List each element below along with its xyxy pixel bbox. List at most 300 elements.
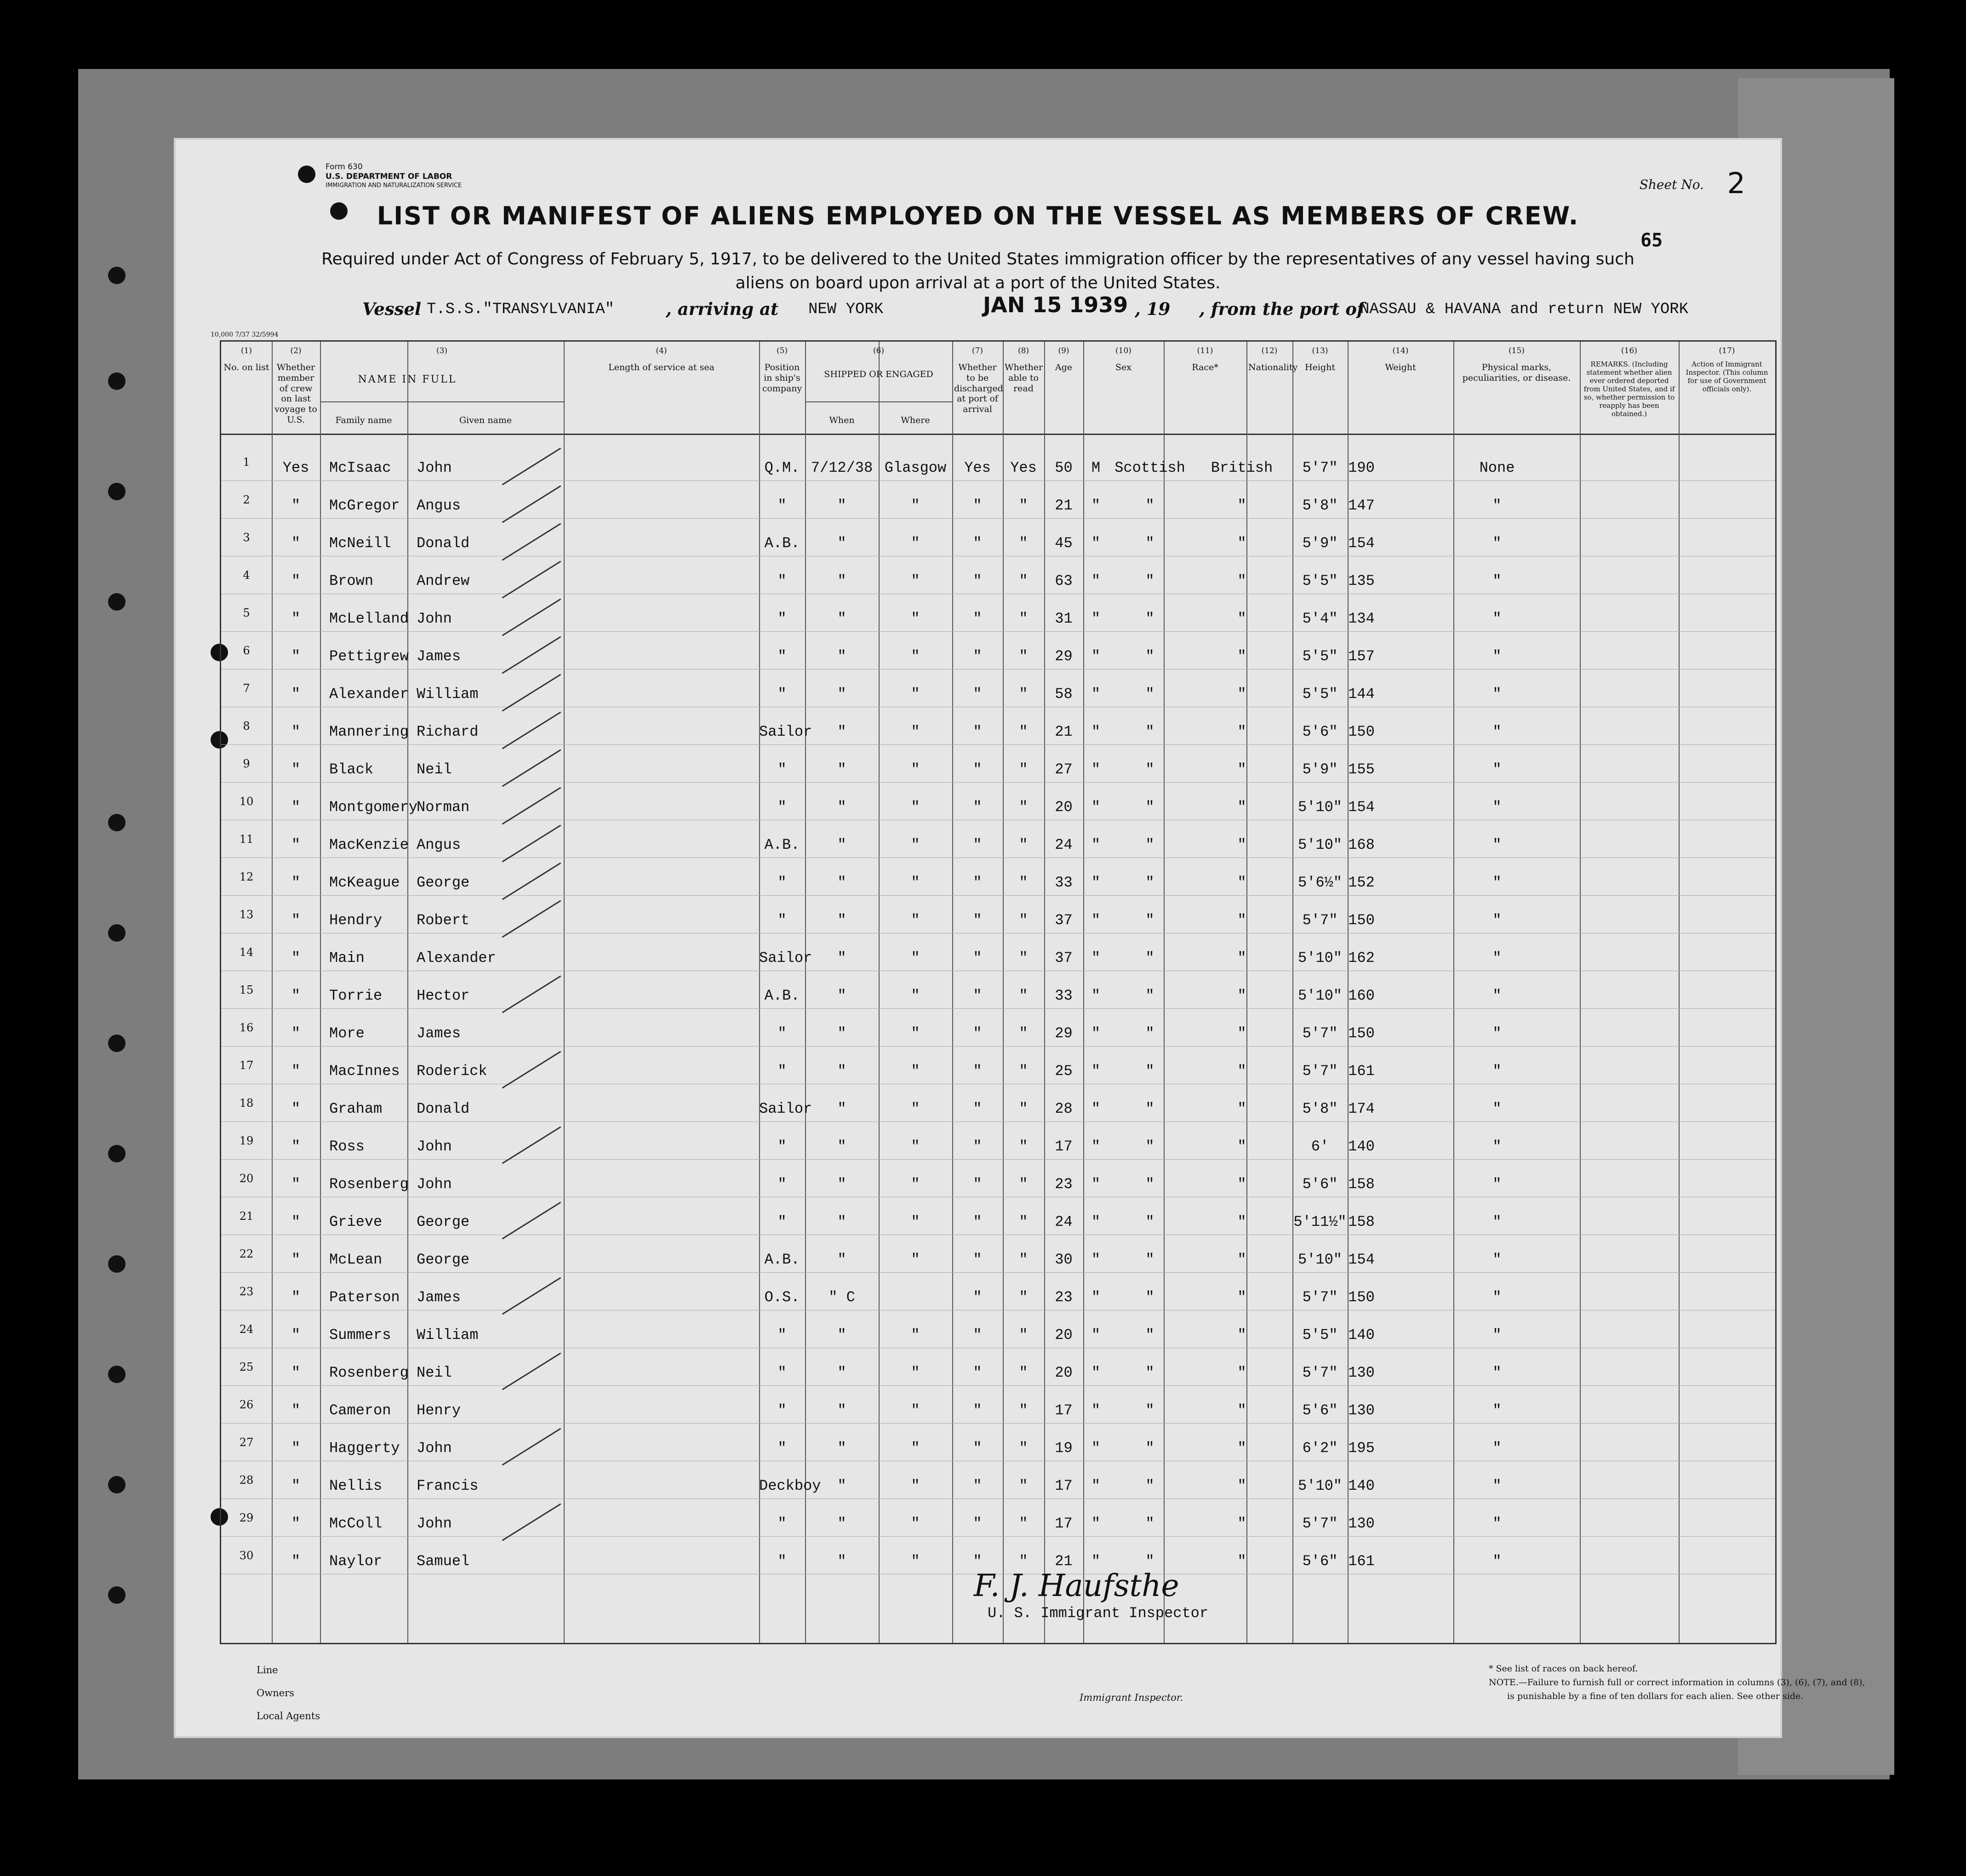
pencil-tick-mark	[502, 900, 561, 938]
cell-race: "	[1145, 1515, 1154, 1532]
cell-given: John	[417, 1138, 452, 1155]
cell-nat: "	[1237, 874, 1246, 891]
cell-weight: 150	[1348, 723, 1375, 740]
cell-weight: 168	[1348, 836, 1375, 853]
cell-crew: "	[291, 723, 301, 740]
from-label: , from the port of	[1199, 299, 1364, 319]
row-rule	[221, 631, 1775, 632]
cell-nat: "	[1237, 1251, 1246, 1268]
cell-crew: "	[291, 648, 301, 665]
cell-family: Hendry	[329, 912, 383, 929]
cell-weight: 130	[1348, 1515, 1375, 1532]
punch-hole	[298, 166, 315, 183]
cell-pos: "	[777, 1515, 787, 1532]
cell-crew: "	[291, 949, 301, 967]
cell-where: "	[911, 497, 920, 514]
row-number: 23	[239, 1285, 254, 1298]
cell-nat: "	[1237, 1402, 1246, 1419]
cell-sex: "	[1091, 497, 1101, 514]
cell-where: Glasgow	[884, 459, 947, 476]
cell-marks: "	[1492, 1364, 1502, 1381]
cell-when: "	[837, 610, 846, 627]
cell-where: "	[911, 1063, 920, 1080]
cell-height: 6'	[1311, 1138, 1329, 1155]
cell-crew: "	[291, 1213, 301, 1230]
cell-height: 5'5"	[1302, 648, 1338, 665]
form-identifier: Form 630 U.S. DEPARTMENT OF LABOR IMMIGRATION AND NATURALIZATION SERVICE	[326, 162, 462, 189]
cell-when: "	[837, 874, 846, 891]
row-rule	[221, 1046, 1775, 1047]
cell-weight: 161	[1348, 1063, 1375, 1080]
cell-given: Francis	[417, 1477, 479, 1494]
cell-read: "	[1019, 1440, 1028, 1457]
cell-family: Main	[329, 949, 365, 967]
cell-when: "	[837, 1515, 846, 1532]
column-header: Whether to be discharged at port of arrival	[954, 362, 1003, 415]
cell-family: McLean	[329, 1251, 383, 1268]
cell-read: "	[1019, 874, 1028, 891]
cell-marks: "	[1492, 1138, 1502, 1155]
cell-height: 5'7"	[1302, 1289, 1338, 1306]
cell-weight: 134	[1348, 610, 1375, 627]
cell-height: 5'10"	[1297, 836, 1342, 853]
cell-crew: "	[291, 535, 301, 552]
cell-where: "	[911, 1251, 920, 1268]
cell-crew: "	[291, 1364, 301, 1381]
column-header: Length of service at sea	[608, 362, 714, 372]
cell-disch: "	[973, 1063, 982, 1080]
footer-line: Line	[257, 1664, 278, 1676]
cell-when: "	[837, 987, 846, 1004]
cell-race: "	[1145, 1477, 1154, 1494]
cell-given: Andrew	[417, 572, 470, 589]
cell-given: Samuel	[417, 1553, 470, 1570]
cell-family: Cameron	[329, 1402, 391, 1419]
cell-nat: "	[1237, 1138, 1246, 1155]
cell-disch: "	[973, 1213, 982, 1230]
cell-where: "	[911, 1327, 920, 1344]
cell-read: "	[1019, 1063, 1028, 1080]
cell-marks: "	[1492, 1100, 1502, 1117]
cell-nat: "	[1237, 686, 1246, 703]
cell-read: Yes	[1010, 459, 1037, 476]
cell-marks: "	[1492, 799, 1502, 816]
row-number: 26	[239, 1398, 254, 1411]
cell-where: "	[911, 912, 920, 929]
cell-crew: Yes	[282, 459, 309, 476]
cell-read: "	[1019, 1213, 1028, 1230]
cell-crew: "	[291, 1553, 301, 1570]
cell-disch: "	[973, 874, 982, 891]
row-rule	[221, 744, 1775, 745]
cell-height: 6'2"	[1302, 1440, 1338, 1457]
cell-weight: 150	[1348, 912, 1375, 929]
row-number: 20	[239, 1172, 254, 1185]
row-number: 29	[239, 1511, 254, 1524]
cell-race: "	[1145, 836, 1154, 853]
cell-nat: "	[1237, 1063, 1246, 1080]
cell-age: 28	[1055, 1100, 1073, 1117]
cell-sex: "	[1091, 836, 1101, 853]
cell-nat: British	[1211, 459, 1273, 476]
column-header: Height	[1305, 362, 1335, 372]
cell-height: 5'8"	[1302, 497, 1338, 514]
cell-disch: "	[973, 535, 982, 552]
cell-when: "	[837, 648, 846, 665]
cell-age: 63	[1055, 572, 1073, 589]
cell-weight: 154	[1348, 1251, 1375, 1268]
cell-where: "	[911, 1364, 920, 1381]
cell-when: "	[837, 1251, 846, 1268]
cell-given: Alexander	[417, 949, 496, 967]
row-number: 15	[239, 984, 254, 996]
cell-race: "	[1145, 949, 1154, 967]
cell-crew: "	[291, 1289, 301, 1306]
cell-family: Torrie	[329, 987, 383, 1004]
punch-hole	[108, 483, 126, 500]
column-header: Whether member of crew on last voyage to U.S.	[274, 362, 317, 425]
cell-height: 5'6"	[1302, 1176, 1338, 1193]
cell-pos: A.B.	[764, 535, 800, 552]
pencil-tick-mark	[502, 862, 561, 900]
cell-nat: "	[1237, 1477, 1246, 1494]
row-number: 7	[243, 682, 250, 695]
cell-family: Haggerty	[329, 1440, 400, 1457]
cell-given: Donald	[417, 535, 470, 552]
cell-read: "	[1019, 572, 1028, 589]
cell-marks: "	[1492, 874, 1502, 891]
cell-crew: "	[291, 1025, 301, 1042]
cell-family: Graham	[329, 1100, 383, 1117]
cell-read: "	[1019, 1402, 1028, 1419]
cell-crew: "	[291, 497, 301, 514]
footer-note-penalty: NOTE.—Failure to furnish full or correct information in columns (3), (6), (7), and (8),	[1489, 1677, 1865, 1687]
cell-family: Paterson	[329, 1289, 400, 1306]
row-rule	[221, 1159, 1775, 1160]
cell-race: "	[1145, 1063, 1154, 1080]
cell-crew: "	[291, 1327, 301, 1344]
cell-given: John	[417, 459, 452, 476]
cell-disch: "	[973, 648, 982, 665]
cell-where: "	[911, 1440, 920, 1457]
column-header: Sex	[1115, 362, 1132, 372]
cell-race: "	[1145, 648, 1154, 665]
cell-when: "	[837, 1100, 846, 1117]
manifest-sheet	[174, 138, 1865, 1738]
cell-when: "	[837, 686, 846, 703]
row-rule	[221, 1536, 1775, 1537]
cell-sex: "	[1091, 1100, 1101, 1117]
cell-age: 58	[1055, 686, 1073, 703]
inspector-title: U. S. Immigrant Inspector	[988, 1605, 1209, 1622]
column-header: No. on list	[223, 362, 269, 372]
cell-read: "	[1019, 1100, 1028, 1117]
cell-crew: "	[291, 1251, 301, 1268]
arriving-label: , arriving at	[666, 299, 779, 319]
cell-read: "	[1019, 1289, 1028, 1306]
cell-given: Robert	[417, 912, 470, 929]
cell-race: "	[1145, 1138, 1154, 1155]
row-number: 25	[239, 1361, 254, 1373]
cell-weight: 174	[1348, 1100, 1375, 1117]
cell-nat: "	[1237, 987, 1246, 1004]
vessel-name: T.S.S."TRANSYLVANIA"	[427, 301, 615, 318]
cell-when: "	[837, 572, 846, 589]
cell-crew: "	[291, 1515, 301, 1532]
column-number: (8)	[1017, 346, 1029, 355]
row-number: 2	[243, 493, 250, 506]
year-label: , 19	[1135, 299, 1171, 319]
row-rule	[221, 1423, 1775, 1424]
cell-family: Alexander	[329, 686, 409, 703]
cell-marks: None	[1479, 459, 1515, 476]
cell-race: "	[1145, 1176, 1154, 1193]
row-rule	[221, 1008, 1775, 1009]
cell-when: "	[837, 1063, 846, 1080]
cell-race: "	[1145, 1553, 1154, 1570]
cell-disch: "	[973, 912, 982, 929]
row-number: 10	[239, 795, 254, 808]
cell-pos: "	[777, 761, 787, 778]
cell-race: "	[1145, 572, 1154, 589]
cell-read: "	[1019, 836, 1028, 853]
cell-crew: "	[291, 1440, 301, 1457]
cell-age: 33	[1055, 874, 1073, 891]
cell-marks: "	[1492, 761, 1502, 778]
cell-age: 25	[1055, 1063, 1073, 1080]
cell-disch: "	[973, 1440, 982, 1457]
cell-weight: 161	[1348, 1553, 1375, 1570]
cell-given: Henry	[417, 1402, 461, 1419]
column-header: Physical marks, peculiarities, or disease.	[1462, 362, 1571, 383]
cell-race: "	[1145, 1251, 1154, 1268]
cell-family: McLelland	[329, 610, 409, 627]
cell-disch: Yes	[964, 459, 991, 476]
cell-when: "	[837, 1402, 846, 1419]
cell-where: "	[911, 949, 920, 967]
cell-sex: "	[1091, 1025, 1101, 1042]
inspector-signature: F. J. Haufsthe	[974, 1568, 1179, 1603]
cell-height: 5'5"	[1302, 686, 1338, 703]
cell-when: "	[837, 1364, 846, 1381]
column-number: (10)	[1115, 346, 1132, 355]
footer-note-penalty-2: is punishable by a fine of ten dollars for each alien. See other side.	[1507, 1691, 1804, 1701]
cell-when: "	[837, 497, 846, 514]
cell-sex: "	[1091, 572, 1101, 589]
cell-read: "	[1019, 723, 1028, 740]
cell-nat: "	[1237, 610, 1246, 627]
cell-marks: "	[1492, 497, 1502, 514]
column-number: (2)	[290, 346, 302, 355]
cell-nat: "	[1237, 1553, 1246, 1570]
row-rule	[221, 782, 1775, 783]
cell-weight: 154	[1348, 535, 1375, 552]
column-number: (4)	[656, 346, 667, 355]
punch-hole	[108, 267, 126, 284]
cell-weight: 190	[1348, 459, 1375, 476]
cell-given: Hector	[417, 987, 470, 1004]
cell-pos: "	[777, 1176, 787, 1193]
row-number: 24	[239, 1323, 254, 1336]
cell-pos: A.B.	[764, 836, 800, 853]
row-number: 16	[239, 1021, 254, 1034]
cell-sex: "	[1091, 912, 1101, 929]
shipped-engaged-header: SHIPPED OR ENGAGED	[824, 369, 933, 379]
cell-age: 45	[1055, 535, 1073, 552]
name-in-full-header: NAME IN FULL	[358, 374, 457, 385]
cell-age: 21	[1055, 497, 1073, 514]
cell-disch: "	[973, 610, 982, 627]
sheet-number: 2	[1727, 166, 1745, 200]
pencil-tick-mark	[502, 975, 561, 1013]
row-number: 5	[243, 606, 250, 619]
cell-crew: "	[291, 1402, 301, 1419]
cell-weight: 157	[1348, 648, 1375, 665]
cell-nat: "	[1237, 799, 1246, 816]
pencil-tick-mark	[502, 1428, 561, 1465]
cell-age: 24	[1055, 836, 1073, 853]
cell-family: More	[329, 1025, 365, 1042]
cell-sex: "	[1091, 1364, 1101, 1381]
cell-age: 37	[1055, 949, 1073, 967]
punch-hole	[108, 1255, 126, 1273]
cell-pos: Deckboy	[759, 1477, 821, 1494]
punch-hole	[108, 924, 126, 942]
cell-family: Black	[329, 761, 374, 778]
cell-given: George	[417, 874, 470, 891]
cell-disch: "	[973, 836, 982, 853]
cell-weight: 150	[1348, 1289, 1375, 1306]
cell-crew: "	[291, 761, 301, 778]
cell-crew: "	[291, 1138, 301, 1155]
cell-pos: Q.M.	[764, 459, 800, 476]
cell-height: 5'10"	[1297, 949, 1342, 967]
cell-family: MacKenzie	[329, 836, 409, 853]
cell-weight: 144	[1348, 686, 1375, 703]
stamp-number: 65	[1640, 230, 1663, 251]
cell-height: 5'8"	[1302, 1100, 1338, 1117]
cell-sex: "	[1091, 1251, 1101, 1268]
cell-read: "	[1019, 610, 1028, 627]
cell-read: "	[1019, 1251, 1028, 1268]
cell-given: Neil	[417, 761, 452, 778]
row-rule	[221, 518, 1775, 519]
cell-height: 5'7"	[1302, 1364, 1338, 1381]
column-number: (13)	[1312, 346, 1328, 355]
column-number: (16)	[1621, 346, 1637, 355]
cell-marks: "	[1492, 949, 1502, 967]
cell-where: "	[911, 1176, 920, 1193]
cell-sex: "	[1091, 799, 1101, 816]
cell-height: 5'7"	[1302, 1063, 1338, 1080]
row-number: 4	[243, 569, 250, 582]
date-stamp: JAN 15 1939	[983, 292, 1128, 317]
pencil-tick-mark	[502, 1201, 561, 1239]
punch-hole	[108, 814, 126, 831]
manifest-table	[220, 340, 1777, 1644]
cell-when: "	[837, 1176, 846, 1193]
cell-family: Montgomery	[329, 799, 418, 816]
column-header: Weight	[1385, 362, 1416, 372]
row-number: 27	[239, 1436, 254, 1449]
footer-note-races: * See list of races on back hereof.	[1489, 1664, 1638, 1674]
cell-race: "	[1145, 799, 1154, 816]
cell-given: John	[417, 1176, 452, 1193]
cell-age: 27	[1055, 761, 1073, 778]
cell-crew: "	[291, 1176, 301, 1193]
cell-marks: "	[1492, 1477, 1502, 1494]
cell-sex: "	[1091, 1440, 1101, 1457]
cell-when: "	[837, 912, 846, 929]
cell-marks: "	[1492, 572, 1502, 589]
cell-race: "	[1145, 761, 1154, 778]
footer-owners: Owners	[257, 1687, 294, 1699]
cell-family: Brown	[329, 572, 374, 589]
cell-crew: "	[291, 912, 301, 929]
punch-hole	[108, 1366, 126, 1383]
cell-disch: "	[973, 949, 982, 967]
column-header: REMARKS. (Including statement whether alien ever ordered deported from United States, and if so, whether permission to reapply has been obtained.)	[1583, 360, 1675, 418]
row-rule	[221, 1121, 1775, 1122]
cell-pos: "	[777, 610, 787, 627]
cell-nat: "	[1237, 535, 1246, 552]
cell-family: McIsaac	[329, 459, 391, 476]
row-rule	[221, 895, 1775, 896]
cell-where: "	[911, 1553, 920, 1570]
cell-marks: "	[1492, 1327, 1502, 1344]
cell-disch: "	[973, 761, 982, 778]
cell-pos: "	[777, 1025, 787, 1042]
cell-marks: "	[1492, 686, 1502, 703]
row-rule	[221, 480, 1775, 481]
pencil-tick-mark	[502, 523, 561, 561]
cell-given: Angus	[417, 836, 461, 853]
cell-sex: "	[1091, 1289, 1101, 1306]
cell-nat: "	[1237, 912, 1246, 929]
cell-sex: "	[1091, 648, 1101, 665]
cell-when: "	[837, 1553, 846, 1570]
cell-pos: "	[777, 799, 787, 816]
cell-marks: "	[1492, 1025, 1502, 1042]
column-number: (12)	[1261, 346, 1278, 355]
row-number: 14	[239, 946, 254, 959]
cell-sex: "	[1091, 610, 1101, 627]
column-number: (17)	[1719, 346, 1735, 355]
cell-race: "	[1145, 1364, 1154, 1381]
cell-race: "	[1145, 1213, 1154, 1230]
cell-pos: "	[777, 497, 787, 514]
cell-weight: 140	[1348, 1327, 1375, 1344]
pencil-tick-mark	[502, 636, 561, 674]
cell-age: 20	[1055, 1327, 1073, 1344]
cell-sex: "	[1091, 535, 1101, 552]
cell-where: "	[911, 987, 920, 1004]
cell-when: 7/12/38	[811, 459, 873, 476]
cell-nat: "	[1237, 1100, 1246, 1117]
cell-where: "	[911, 723, 920, 740]
subheader-divider	[320, 401, 564, 402]
footer-agents: Local Agents	[257, 1710, 320, 1722]
cell-disch: "	[973, 1289, 982, 1306]
pencil-tick-mark	[502, 598, 561, 636]
cell-marks: "	[1492, 1176, 1502, 1193]
column-divider	[407, 342, 408, 1643]
cell-nat: "	[1237, 949, 1246, 967]
cell-marks: "	[1492, 1553, 1502, 1570]
pencil-tick-mark	[502, 447, 561, 485]
cell-read: "	[1019, 535, 1028, 552]
cell-sex: "	[1091, 723, 1101, 740]
